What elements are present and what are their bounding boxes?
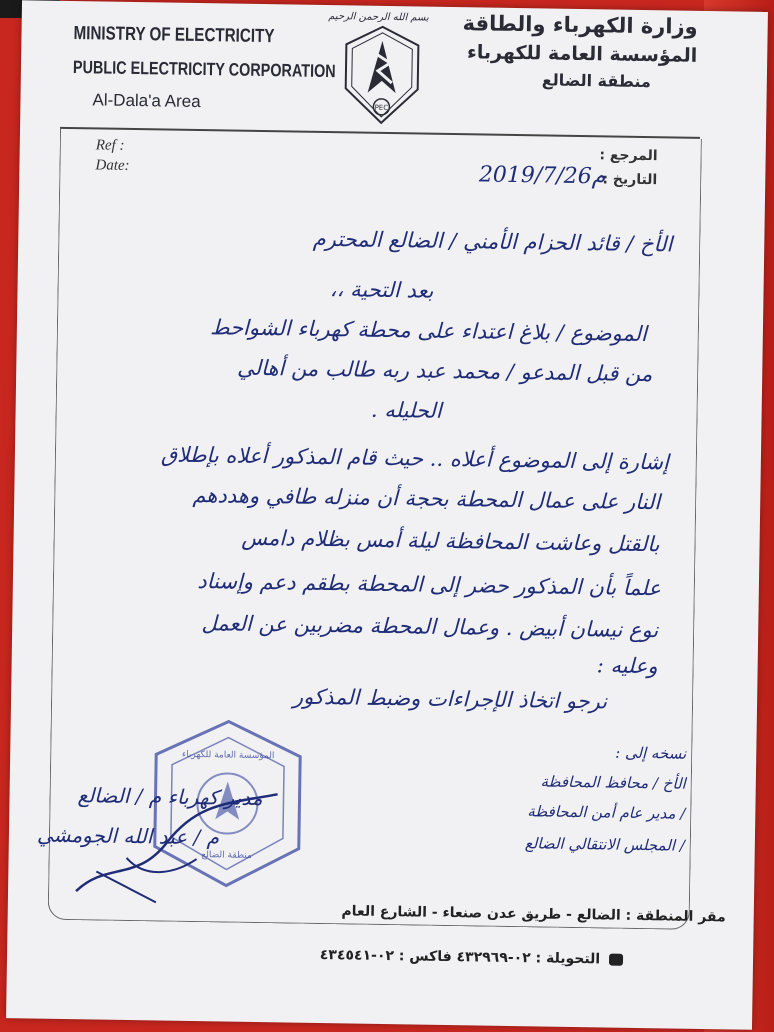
signature-name: م / عبد الله الجومشي	[36, 822, 220, 850]
stamp-text-bottom: منطقة الضالع	[201, 850, 252, 861]
copies-item-2: / مدير عام أمن المحافظة	[527, 802, 686, 823]
copies-label: نسخه إلى :	[615, 743, 687, 763]
date-label-en: Date:	[95, 157, 130, 174]
ministry-name-ar: وزارة الكهرباء والطاقة	[462, 11, 698, 39]
ref-label-en: Ref :	[95, 137, 125, 154]
logo-pec-text: PEC	[374, 103, 389, 112]
body-line-2: النار على عمال المحطة بحجة أن منزله طافي وهددهم	[192, 482, 661, 515]
body-line-1: إشارة إلى الموضوع أعلاه .. حيث قام المذكور أعلاه بإطلاق	[160, 442, 670, 475]
signature-title: مدير كهرباء م / الضالع	[77, 783, 263, 811]
phone-icon	[609, 954, 623, 966]
footer-contact: التحويلة : ٠٢-٤٣٢٩٦٩ فاكس : ٠٢-٤٣٤٥٤١	[319, 946, 601, 968]
logo-basmala: بسم الله الرحمن الرحيم	[328, 11, 429, 24]
body-line-4: علماً بأن المذكور حضر إلى المحطة بطقم دعم وإسناد	[197, 569, 662, 601]
copies-item-3: / المجلس الانتقالي الضالع	[524, 834, 685, 855]
area-name-en: Al-Dala'a Area	[92, 90, 201, 112]
signature-scribble-icon	[36, 761, 338, 916]
area-name-ar: منطقة الضالع	[541, 70, 651, 92]
corporation-name-en: PUBLIC ELECTRICITY CORPORATION	[72, 57, 336, 82]
ref-labels-ar	[599, 143, 658, 192]
footer-address: مقر المنطقة : الضالع - طريق عدن صنعاء - الشارع العام	[341, 903, 726, 926]
ref-labels-en	[95, 135, 130, 176]
ministry-name-en: MINISTRY OF ELECTRICITY	[73, 23, 275, 48]
subject-line-3: الحليله .	[370, 397, 442, 423]
ref-label-ar: المرجع :	[599, 147, 658, 165]
body-line-7: نرجو اتخاذ الإجراءات وضبط المذكور	[292, 684, 608, 714]
logo-emblem-icon	[335, 22, 429, 127]
date-value: 2019/7/26م	[478, 162, 606, 190]
corporation-name-ar: المؤسسة العامة للكهرباء	[466, 41, 698, 67]
subject-line-2: من قبل المدعو / محمد عبد ربه طالب من أهالي	[236, 355, 653, 387]
letter-sheet	[6, 0, 768, 1030]
subject-line-1: الموضوع / بلاغ اعتداء على محطة كهرباء الشواحط	[209, 315, 648, 347]
signature-block	[36, 761, 338, 916]
addressee-line: الأخ / قائد الحزام الأمني / الضالع المحترم	[312, 226, 673, 257]
body-line-6: وعليه :	[596, 653, 658, 679]
letterhead-arabic	[462, 11, 698, 92]
footer-contact-row	[47, 943, 627, 968]
body-line-3: بالقتل وعاشت المحافظة ليلة أمس بظلام دامس	[241, 525, 660, 557]
greeting-line: بعد التحية ،،	[329, 277, 434, 303]
pec-logo	[328, 9, 429, 136]
copies-item-1: الأخ / محافظ المحافظة	[540, 772, 686, 793]
date-label-ar: التاريخ :	[602, 171, 658, 189]
body-line-5: نوع نيسان أبيض . وعمال المحطة مضربين عن العمل	[201, 611, 659, 643]
stamp-text-top: المؤسسة العامة للكهرباء	[181, 749, 275, 762]
footer	[47, 899, 726, 969]
